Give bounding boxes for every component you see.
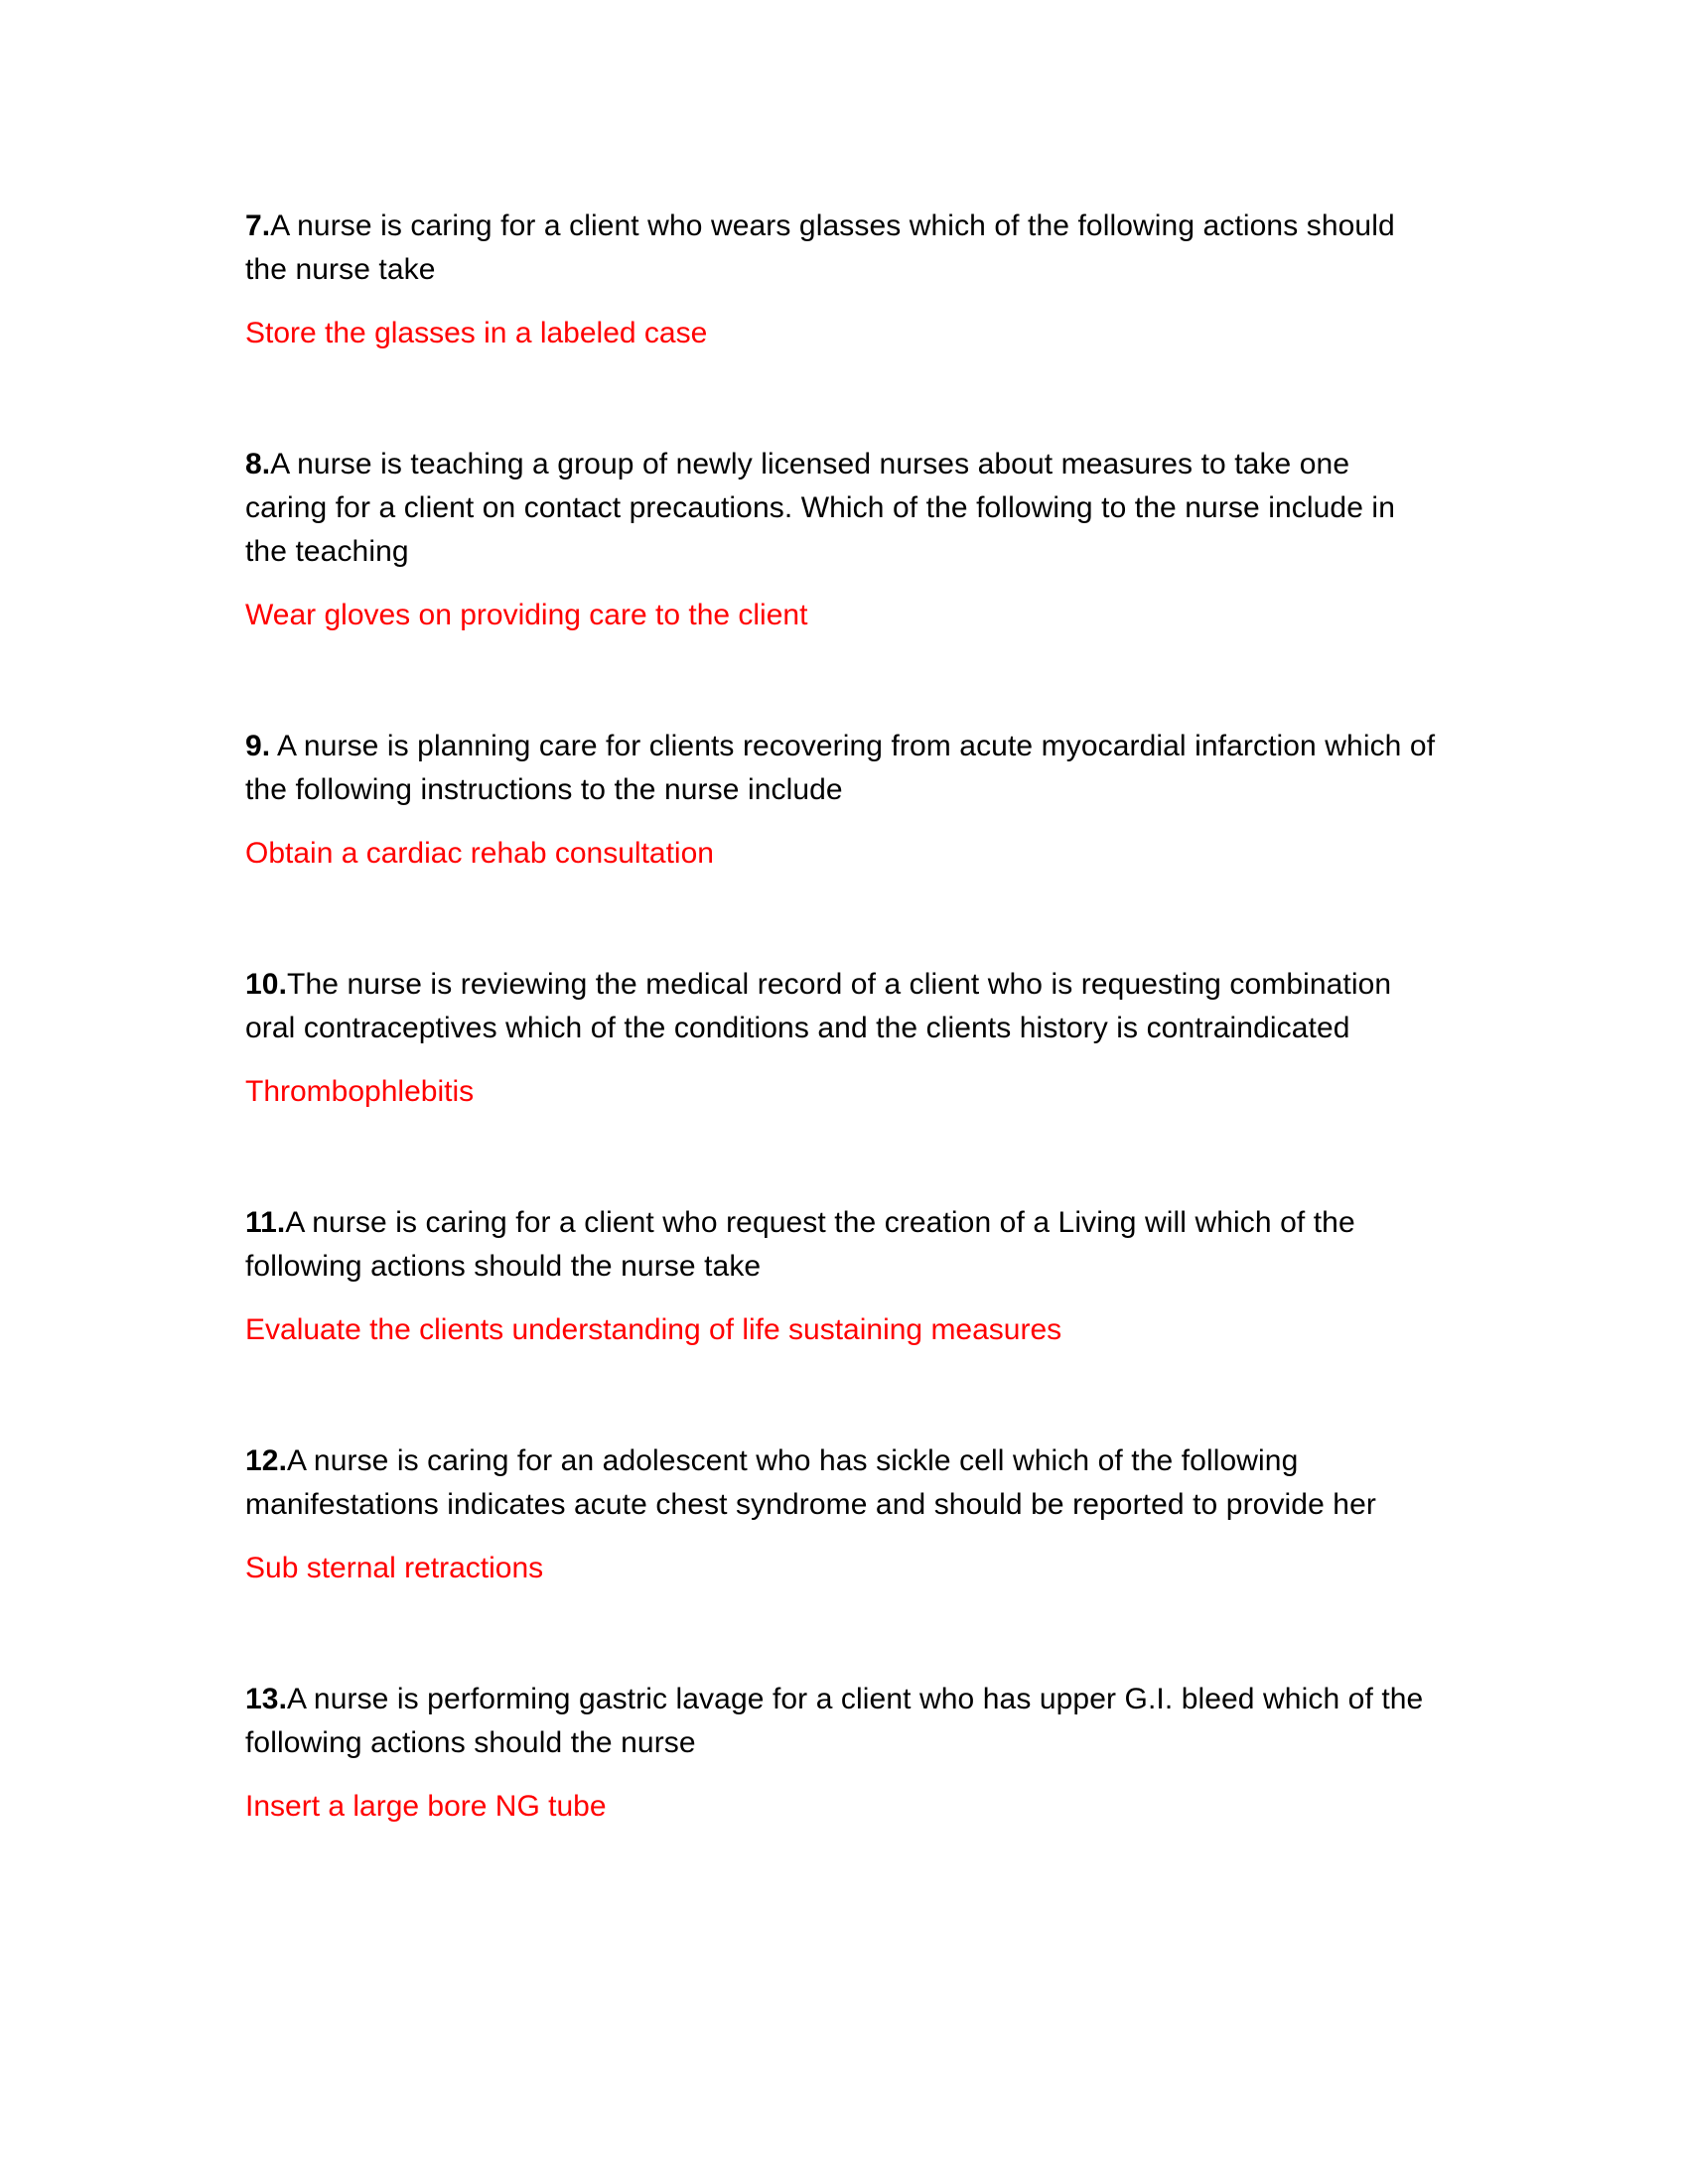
answer-text: Thrombophlebitis xyxy=(245,1075,475,1108)
question-body: A nurse is caring for a client who request the creation of a Living will which of the following actions should the nurse take xyxy=(245,1206,1355,1283)
question-text xyxy=(245,1201,1437,1289)
question-body: The nurse is reviewing the medical record of a client who is requesting combination oral contraceptives which of the conditions and the clients history is contraindicated xyxy=(245,968,1392,1044)
question-text xyxy=(245,725,1437,812)
answer-text: Wear gloves on providing care to the client xyxy=(245,599,808,631)
question-number: 12. xyxy=(245,1444,288,1477)
question-body: A nurse is performing gastric lavage for a client who has upper G.I. bleed which of the following actions should the nurse xyxy=(245,1683,1424,1759)
question-number: 8. xyxy=(245,448,271,480)
answer-text: Evaluate the clients understanding of life sustaining measures xyxy=(245,1313,1062,1346)
question-number: 7. xyxy=(245,209,271,242)
question-block-11 xyxy=(245,1201,1437,1352)
question-number: 10. xyxy=(245,968,288,1001)
question-text xyxy=(245,205,1437,292)
question-text xyxy=(245,443,1437,574)
answer-text: Sub sternal retractions xyxy=(245,1552,544,1584)
question-block-9 xyxy=(245,725,1437,876)
answer-text: Store the glasses in a labeled case xyxy=(245,317,708,349)
answer-text: Insert a large bore NG tube xyxy=(245,1790,607,1823)
question-text xyxy=(245,1439,1437,1527)
question-block-8 xyxy=(245,443,1437,637)
question-text xyxy=(245,963,1437,1050)
question-block-7 xyxy=(245,205,1437,355)
question-body: A nurse is caring for an adolescent who has sickle cell which of the following manifestations indicates acute chest syndrome and should be reported to provide her xyxy=(245,1444,1376,1521)
question-body: A nurse is planning care for clients recovering from acute myocardial infarction which of the following instructions to the nurse include xyxy=(245,730,1436,806)
question-body: A nurse is caring for a client who wears glasses which of the following actions should the nurse take xyxy=(245,209,1395,286)
question-number: 9. xyxy=(245,730,271,762)
question-body: A nurse is teaching a group of newly licensed nurses about measures to take one caring for a client on contact precautions. Which of the following to the nurse include in the teaching xyxy=(245,448,1395,568)
question-number: 11. xyxy=(245,1206,286,1239)
question-block-12 xyxy=(245,1439,1437,1590)
answer-text: Obtain a cardiac rehab consultation xyxy=(245,837,714,870)
question-block-13 xyxy=(245,1678,1437,1829)
question-block-10 xyxy=(245,963,1437,1114)
question-text xyxy=(245,1678,1437,1765)
question-number: 13. xyxy=(245,1683,288,1715)
